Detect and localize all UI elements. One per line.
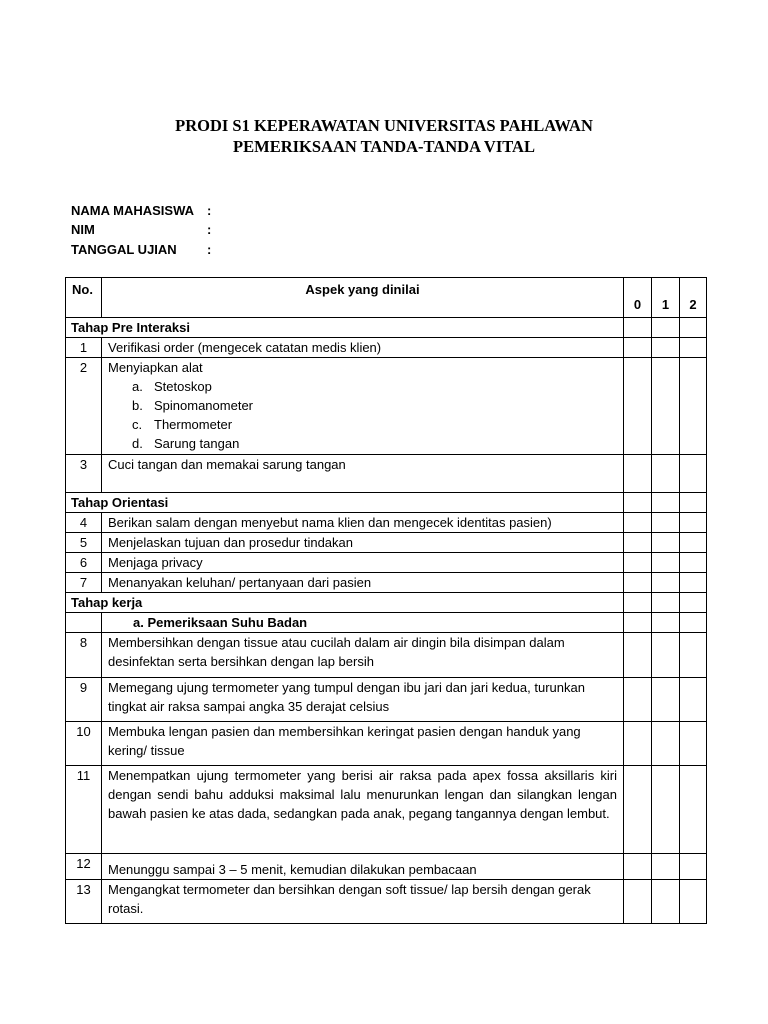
table-header-row [66,278,707,318]
list-item: b. Spinomanometer [132,398,253,413]
score-cell-2[interactable] [680,553,707,573]
row-number: 5 [66,533,102,553]
score-cell-1[interactable] [652,358,680,455]
score-cell-2[interactable] [680,455,707,493]
table-row [66,633,707,678]
section-row-orientasi [66,493,707,513]
document-title: PRODI S1 KEPERAWATAN UNIVERSITAS PAHLAWAN [175,116,593,135]
score-cell-0[interactable] [624,358,652,455]
score-cell-0[interactable] [624,613,652,633]
table-row [66,722,707,766]
header-no: No. [66,278,102,318]
row-number [66,613,102,633]
table-row [66,338,707,358]
score-cell-0[interactable] [624,318,652,338]
score-cell-2[interactable] [680,358,707,455]
table-row [66,455,707,493]
score-cell-1[interactable] [652,493,680,513]
subsection-label: a. Pemeriksaan Suhu Badan [102,613,624,633]
row-text: Membersihkan dengan tissue atau cucilah dalam air dingin bila disimpan dalam desinfektan serta bersihkan dengan lap bersih [102,633,624,678]
score-cell-0[interactable] [624,633,652,678]
document-subtitle: PEMERIKSAAN TANDA-TANDA VITAL [233,137,535,156]
table-row [66,553,707,573]
list-item: c. Thermometer [132,417,233,432]
row-text: Menjelaskan tujuan dan prosedur tindakan [102,533,624,553]
score-cell-0[interactable] [624,493,652,513]
info-nim [71,222,211,237]
table-row [66,678,707,722]
row-text: Menjaga privacy [102,553,624,573]
row-number: 12 [66,854,102,880]
score-cell-1[interactable] [652,722,680,766]
score-cell-1[interactable] [652,678,680,722]
row-text: Menanyakan keluhan/ pertanyaan dari pasien [102,573,624,593]
row-text: Menyiapkan alat [108,360,203,375]
subsection-row [66,613,707,633]
row-number: 8 [66,633,102,678]
score-cell-2[interactable] [680,766,707,854]
section-row-kerja [66,593,707,613]
table-row [66,573,707,593]
score-cell-2[interactable] [680,880,707,924]
score-cell-0[interactable] [624,593,652,613]
row-text: Memegang ujung termometer yang tumpul dengan ibu jari dan jari kedua, turunkan tingkat air raksa sampai angka 35 derajat celsius [102,678,624,722]
row-number: 3 [66,455,102,493]
score-cell-1[interactable] [652,766,680,854]
score-cell-0[interactable] [624,678,652,722]
score-cell-1[interactable] [652,455,680,493]
score-cell-2[interactable] [680,613,707,633]
row-number: 13 [66,880,102,924]
row-text: Menunggu sampai 3 – 5 menit, kemudian dilakukan pembacaan [102,854,624,880]
row-number: 9 [66,678,102,722]
score-cell-0[interactable] [624,553,652,573]
score-cell-0[interactable] [624,513,652,533]
score-cell-0[interactable] [624,854,652,880]
score-cell-0[interactable] [624,455,652,493]
score-cell-1[interactable] [652,338,680,358]
header-score-0: 0 [624,278,652,318]
row-text-block [102,358,624,455]
row-number: 6 [66,553,102,573]
score-cell-2[interactable] [680,513,707,533]
table-row [66,533,707,553]
row-text: Mengangkat termometer dan bersihkan dengan soft tissue/ lap bersih dengan gerak rotasi. [102,880,624,924]
score-cell-1[interactable] [652,513,680,533]
score-cell-1[interactable] [652,633,680,678]
score-cell-1[interactable] [652,613,680,633]
score-cell-2[interactable] [680,533,707,553]
score-cell-2[interactable] [680,318,707,338]
score-cell-2[interactable] [680,854,707,880]
table-row [66,513,707,533]
section-row-pre [66,318,707,338]
score-cell-1[interactable] [652,318,680,338]
score-cell-1[interactable] [652,593,680,613]
assessment-table [65,277,707,924]
info-tanggal-ujian [71,242,211,257]
row-number: 11 [66,766,102,854]
score-cell-2[interactable] [680,722,707,766]
score-cell-0[interactable] [624,338,652,358]
row-number: 7 [66,573,102,593]
list-item: a. Stetoskop [132,379,212,394]
score-cell-2[interactable] [680,573,707,593]
score-cell-2[interactable] [680,633,707,678]
section-label: Tahap Orientasi [66,493,624,513]
score-cell-1[interactable] [652,573,680,593]
score-cell-1[interactable] [652,553,680,573]
score-cell-1[interactable] [652,854,680,880]
row-text: Berikan salam dengan menyebut nama klien dan mengecek identitas pasien) [102,513,624,533]
info-separator: : [207,203,212,218]
table-row [66,854,707,880]
table-row [66,766,707,854]
info-label: NAMA MAHASISWA [71,203,195,218]
score-cell-0[interactable] [624,722,652,766]
row-text: Menempatkan ujung termometer yang berisi air raksa pada apex fossa aksillaris kiri dengan sendi bahu adduksi maksimal lalu menurunkan lengan dan silangkan lengan bawah pasien ke atas dada, sedangkan pada anak, pegang tangannya dengan lembut. [102,766,624,854]
info-label: NIM [71,222,95,237]
row-text: Cuci tangan dan memakai sarung tangan [102,455,624,493]
score-cell-1[interactable] [652,533,680,553]
table-row [66,358,707,455]
score-cell-1[interactable] [652,880,680,924]
score-cell-2[interactable] [680,678,707,722]
row-number: 2 [66,358,102,455]
score-cell-0[interactable] [624,533,652,553]
header-score-2: 2 [680,278,707,318]
score-cell-2[interactable] [680,338,707,358]
section-label: Tahap Pre Interaksi [66,318,624,338]
list-item: d. Sarung tangan [132,436,240,451]
info-separator: : [207,222,212,237]
score-cell-0[interactable] [624,766,652,854]
row-number: 4 [66,513,102,533]
score-cell-0[interactable] [624,880,652,924]
row-number: 1 [66,338,102,358]
info-separator: : [207,242,212,257]
section-label: Tahap kerja [66,593,624,613]
row-text: Membuka lengan pasien dan membersihkan keringat pasien dengan handuk yang kering/ tissue [102,722,624,766]
info-nama-mahasiswa [71,203,211,218]
table-row [66,880,707,924]
header-score-1: 1 [652,278,680,318]
header-aspect: Aspek yang dinilai [102,278,624,318]
score-cell-2[interactable] [680,593,707,613]
score-cell-0[interactable] [624,573,652,593]
row-number: 10 [66,722,102,766]
info-label: TANGGAL UJIAN [71,242,177,257]
row-text: Verifikasi order (mengecek catatan medis klien) [102,338,624,358]
score-cell-2[interactable] [680,493,707,513]
